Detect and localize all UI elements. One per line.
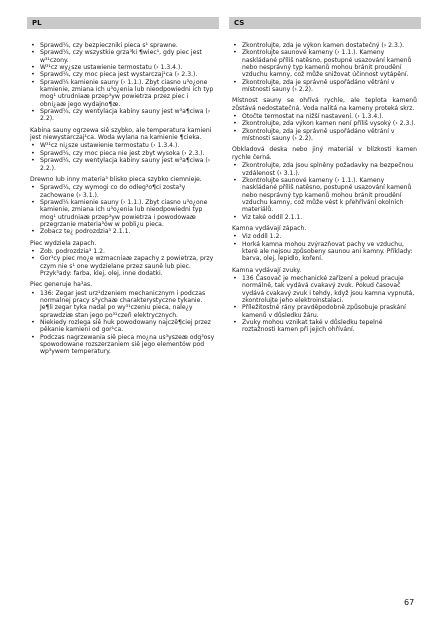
solution-list: [232, 233, 417, 262]
solution-item: • W³¹cz wy¿sze ustawienie termostatu (› 1.3.4.).: [30, 64, 215, 71]
solution-item: • Zkontrolujte saunové kameny (› 1.1.). Kameny naskládané příliš natěsno, postupné usazování kamenů nebo nesprávný typ kamenů mohou bránit proudění vzduchu kamny, což může snižovat účinnost vytápění.: [232, 49, 417, 78]
polish-text-column: [30, 42, 215, 360]
solution-item: • Otočte termostat na nižší nastavení. (› 1.3.4.).: [232, 113, 417, 120]
problem-description: Drewno lub inny materia³ blisko pieca szybko ciemnieje.: [30, 175, 202, 183]
solution-item: • Sprawd¼, czy bezpieczniki pieca s¹ sprawne.: [30, 42, 215, 49]
solution-item: • Zkontrolujte, zda je správně uspořádáno větrání v místnosti sauny (› 2.2).: [232, 128, 417, 143]
solution-item: • Příležitostné rány pravděpodobně způsobuje praskání kamenů v důsledku žáru.: [232, 304, 417, 319]
troubleshooting-section: [232, 146, 417, 220]
problem-description: Obkladová deska nebo jiný materiál v blízkosti kamen rychle černá.: [232, 146, 417, 161]
solution-item: • Sprawd¼, czy wentylacja kabiny sauny jest w³a¶ciwa (› 2.2.).: [30, 157, 215, 172]
solution-list: [30, 184, 215, 235]
solution-item: • Gor¹cy piec mo¿e wzmacniaæ zapachy z powietrza, przy czym nie s¹ one wydzielane przez saunê lub piec. Przyk³ady: farba, klej, olej, inne dodatki.: [30, 255, 215, 277]
solution-item: • Viz oddíl 1.2.: [232, 233, 417, 240]
problem-description: Piec generuje ha³as.: [30, 281, 93, 289]
solution-item: • Sprawd¼, czy moc pieca nie jest zbyt wysoka (› 2.3.).: [30, 150, 215, 157]
language-header-cs: [229, 17, 421, 29]
czech-text-column: [232, 42, 417, 338]
troubleshooting-section: [30, 281, 215, 355]
troubleshooting-section: [30, 240, 215, 278]
language-code-left: PL: [32, 19, 42, 27]
solution-list: [30, 248, 215, 277]
troubleshooting-section: [30, 176, 215, 236]
solution-item: • Sprawd¼, czy wymogi co do odleg³o¶ci zosta³y zachowane (› 3.1.).: [30, 184, 215, 199]
solution-item: • 136: Zegar jest urz¹dzeniem mechanicznym i podczas normalnej pracy s³ychaæ charakterystyczne tykanie. Je¶li zegar tyka nadal po wy³¹czeniu pieca, nale¿y sprawdziæ stan jego po³¹czeñ elektrycznych.: [30, 290, 215, 319]
problem-description: Kamna vydávají zvuky.: [232, 266, 302, 274]
troubleshooting-section: [232, 42, 417, 93]
solution-list: [30, 142, 215, 171]
solution-item: • Sprawd¼, czy wentylacja kabiny sauny jest w³a¶ciwa (› 2.2).: [30, 108, 215, 123]
troubleshooting-section: [30, 42, 215, 123]
solution-item: • Zkontrolujte, zda je správně uspořádáno větrání v místnosti sauny (› 2.2).: [232, 79, 417, 94]
solution-list: [232, 162, 417, 221]
language-code-right: CS: [234, 19, 245, 27]
solution-item: • Zkontrolujte saunové kameny (› 1.1.). Kameny naskládané příliš natěsno, postupné usazování kamenů nebo nesprávný typ kamenů mohou bránit proudění vzduchu kamny, což může vést k přehřívání okolních materiálů.: [232, 177, 417, 214]
troubleshooting-section: [232, 97, 417, 142]
solution-item: • Sprawd¼, czy moc pieca jest wystarczaj¹ca (› 2.3.).: [30, 71, 215, 78]
solution-item: • Sprawd¼, czy wszystkie grza³ki ¶wiec¹, gdy piec jest w³¹czony.: [30, 49, 215, 64]
troubleshooting-section: [232, 225, 417, 263]
solution-item: • Niekiedy rozlega siê huk powodowany najczê¶ciej przez pêkanie kamieni od gor¹ca.: [30, 319, 215, 334]
troubleshooting-section: [232, 267, 417, 334]
problem-description: Kamna vydávají zápach.: [232, 224, 307, 232]
problem-description: Piec wydziela zapach.: [30, 239, 97, 247]
solution-item: • Zkontrolujte, zda výkon kamen není příliš vysoký (› 2.3.).: [232, 120, 417, 127]
solution-list: [232, 113, 417, 142]
problem-description: Místnost sauny se ohřívá rychle, ale teplota kamenů zůstává nedostatečná. Voda nalitá na kameny proteká skrz.: [232, 97, 417, 112]
language-header-pl: [27, 17, 219, 29]
problem-description: Kabina sauny ogrzewa siê szybko, ale temperatura kamieni jest niewystarczaj¹ca. Woda wylana na kamienie ¶cieka.: [30, 126, 212, 142]
solution-item: • 136 Časovač je mechanické zařízení a pokud pracuje normálně, tak vydává cvakavý zvuk. Pokud časovač vydává cvakavý zvuk i tehdy, když jsou kamna vypnutá, zkontrolujte jeho elektroinstalaci.: [232, 275, 417, 304]
solution-list: [30, 42, 215, 123]
solution-item: • Sprawd¼ kamienie sauny (› 1.1.). Zbyt ciasno u³o¿one kamienie, zmiana ich u³o¿enia lub nieodpowiedni ich typ mog¹ utrudniaæ przep³yw powietrza przez piec i obni¿aæ jego wydajno¶æ.: [30, 79, 215, 108]
solution-item: • Horká kamna mohou zvýrazňovat pachy ve vzduchu, které ale nejsou způsobeny saunou ani kamny. Příklady: barva, olej, lepidlo, koření.: [232, 241, 417, 263]
solution-list: [30, 290, 215, 356]
solution-item: • W³¹cz ni¿sze ustawienie termostatu (› 1.3.4.).: [30, 142, 215, 149]
solution-item: • Viz také oddíl 2.1.1.: [232, 214, 417, 221]
solution-item: • Zkontrolujte, zda jsou splněny požadavky na bezpečnou vzdálenost (› 3.1.).: [232, 162, 417, 177]
solution-item: • Zobacz te¿ podrozdzia³ 2.1.1.: [30, 228, 215, 235]
solution-item: • Podczas nagrzewania siê pieca mo¿na us³yszeæ odg³osy spowodowane rozszerzaniem siê jego elementów pod wp³ywem temperatury.: [30, 334, 215, 356]
solution-item: • Zob. podrozdzia³ 1.2.: [30, 248, 215, 255]
page-number: 67: [404, 598, 415, 607]
troubleshooting-section: [30, 127, 215, 172]
solution-item: • Zkontrolujte, zda je výkon kamen dostatečný (› 2.3.).: [232, 42, 417, 49]
solution-list: [232, 42, 417, 93]
solution-list: [232, 275, 417, 334]
solution-item: • Sprawd¼ kamienie sauny (› 1.1.). Zbyt ciasno u³o¿one kamienie, zmiana ich u³o¿enia lub nieodpowiedni typ mog¹ utrudniaæ przep³yw powietrza i powodowaæ przegrzanie materia³ów w pobli¿u pieca.: [30, 199, 215, 228]
solution-item: • Zvuky mohou vznikat také v důsledku tepelné roztažnosti kamen při jejich ohřívání.: [232, 319, 417, 334]
